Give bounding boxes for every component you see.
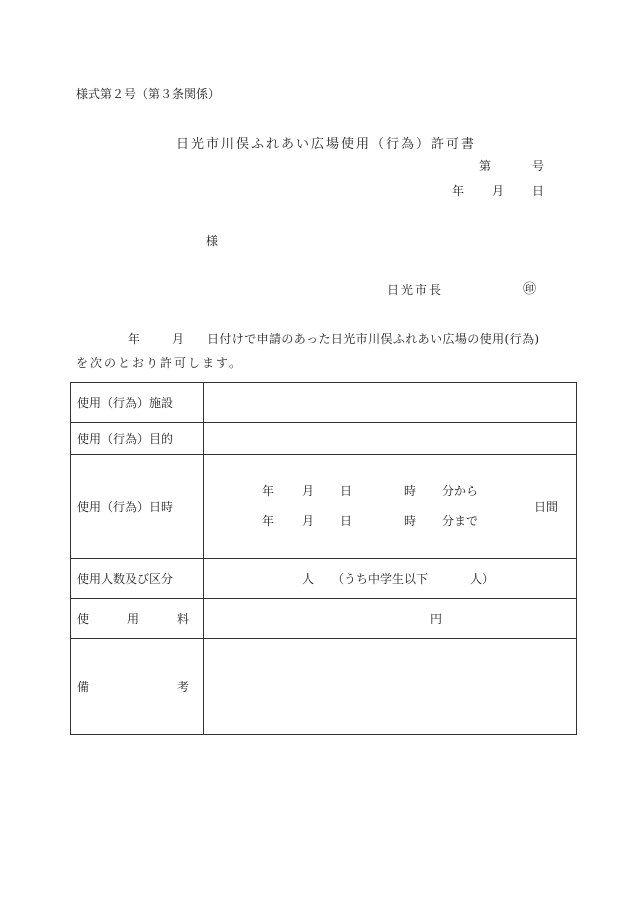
to-year: 年 [262, 514, 275, 528]
fee-row [71, 599, 577, 639]
people-row [71, 559, 577, 599]
purpose-label: 使用（行為）目的 [71, 423, 204, 455]
fee-unit: 円 [430, 612, 443, 626]
date-year: 年 [452, 184, 465, 198]
facility-label: 使用（行為）施設 [71, 383, 204, 423]
to-day: 日 [340, 514, 353, 528]
datetime-label: 使用（行為）日時 [71, 455, 204, 559]
date-day: 日 [532, 184, 545, 198]
body-line-2: を次のとおり許可します。 [76, 356, 244, 370]
number-suffix: 号 [532, 159, 545, 173]
purpose-value [204, 423, 577, 455]
remarks-label-char-1: 備 [77, 680, 90, 694]
body-line-1: 日付けで申請のあった日光市川俣ふれあい広場の使用(行為) [207, 332, 540, 346]
from-year: 年 [262, 484, 275, 498]
people-unit: 人 [302, 572, 315, 586]
addressee-suffix: 様 [206, 234, 219, 248]
fee-label [71, 599, 204, 639]
document-title: 日光市川俣ふれあい広場使用（行為）許可書 [176, 137, 477, 152]
facility-row [71, 383, 577, 423]
fee-label-char-1: 使 [77, 612, 90, 626]
facility-value [204, 383, 577, 423]
purpose-row [71, 423, 577, 455]
body-year: 年 [128, 332, 141, 346]
body-month: 月 [172, 332, 185, 346]
from-day: 日 [340, 484, 353, 498]
to-minute: 分まで [442, 514, 479, 528]
under-junior-high-unit: 人） [470, 572, 495, 586]
under-junior-high-label: （うち中学生以下 [332, 572, 429, 586]
form-number: 様式第２号（第３条関係） [76, 87, 221, 101]
fee-label-char-2: 用 [126, 612, 139, 626]
remarks-value [204, 639, 577, 735]
days-count: 日間 [534, 500, 559, 514]
people-label: 使用人数及び区分 [71, 559, 204, 599]
datetime-value [204, 455, 577, 559]
to-month: 月 [302, 514, 315, 528]
issuer-name: 日光市長 [387, 283, 444, 297]
to-hour: 時 [404, 514, 417, 528]
fee-label-char-3: 料 [176, 612, 189, 626]
fee-value [204, 599, 577, 639]
people-value [204, 559, 577, 599]
from-month: 月 [302, 484, 315, 498]
datetime-row [71, 455, 577, 559]
seal-mark: ㊞ [523, 282, 537, 297]
date-month: 月 [492, 184, 505, 198]
remarks-label-char-2: 考 [176, 680, 189, 694]
from-minute: 分から [442, 484, 479, 498]
number-prefix: 第 [479, 159, 492, 173]
permit-table [70, 382, 577, 735]
remarks-row [71, 639, 577, 735]
from-hour: 時 [404, 484, 417, 498]
remarks-label [71, 639, 204, 735]
